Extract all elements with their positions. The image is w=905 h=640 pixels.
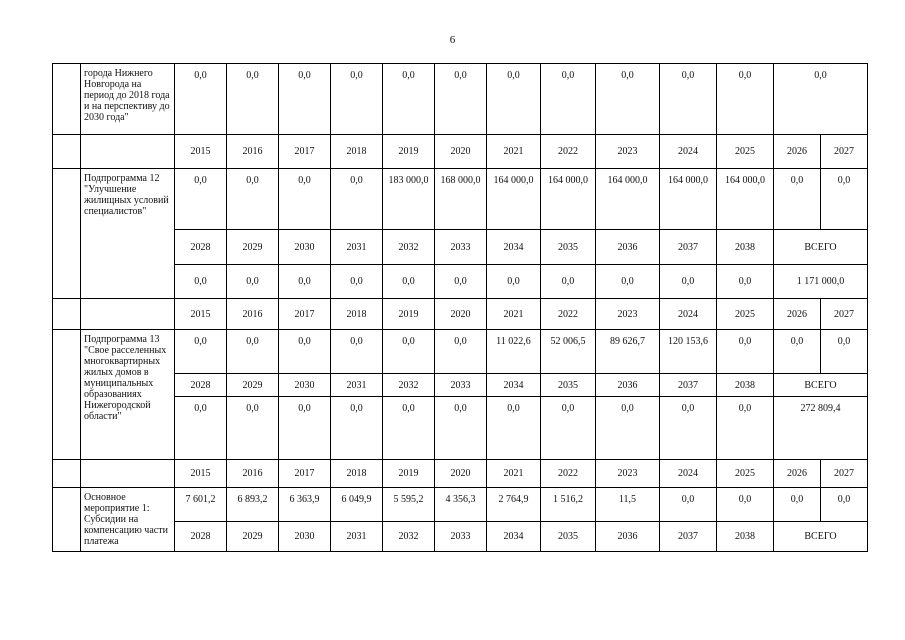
total-label-cell: ВСЕГО — [774, 374, 868, 397]
merged-value-cell: 0,0 — [774, 64, 868, 135]
value-cell: 168 000,0 — [435, 169, 487, 230]
value-cell: 0,0 — [227, 265, 279, 299]
year-cell: 2032 — [383, 522, 435, 552]
value-cell: 0,0 — [175, 330, 227, 374]
year-cell: 2025 — [717, 460, 774, 488]
value-cell: 164 000,0 — [717, 169, 774, 230]
value-cell: 7 601,2 — [175, 488, 227, 522]
row-num-cell — [53, 330, 81, 460]
year-cell: 2027 — [821, 460, 868, 488]
value-cell: 11,5 — [596, 488, 660, 522]
year-cell: 2028 — [175, 230, 227, 265]
value-cell: 0,0 — [175, 265, 227, 299]
value-cell: 0,0 — [279, 169, 331, 230]
empty-desc-cell — [81, 460, 175, 488]
value-cell: 0,0 — [383, 265, 435, 299]
year-cell: 2017 — [279, 135, 331, 169]
value-cell: 0,0 — [175, 169, 227, 230]
year-cell: 2015 — [175, 460, 227, 488]
value-cell: 0,0 — [435, 330, 487, 374]
year-cell: 2036 — [596, 230, 660, 265]
year-cell: 2027 — [821, 135, 868, 169]
year-cell: 2025 — [717, 299, 774, 330]
year-cell: 2016 — [227, 299, 279, 330]
year-cell: 2024 — [660, 299, 717, 330]
value-cell: 0,0 — [227, 169, 279, 230]
value-cell: 1 516,2 — [541, 488, 596, 522]
year-cell: 2034 — [487, 522, 541, 552]
year-cell: 2031 — [331, 230, 383, 265]
value-cell: 5 595,2 — [383, 488, 435, 522]
row-num-cell — [53, 135, 81, 169]
year-cell: 2037 — [660, 374, 717, 397]
year-cell: 2018 — [331, 299, 383, 330]
total-label-cell: ВСЕГО — [774, 230, 868, 265]
year-cell: 2026 — [774, 135, 821, 169]
value-cell: 0,0 — [487, 397, 541, 460]
row-num-cell — [53, 299, 81, 330]
value-cell: 0,0 — [541, 397, 596, 460]
year-cell: 2029 — [227, 230, 279, 265]
year-cell: 2020 — [435, 299, 487, 330]
empty-desc-cell — [81, 135, 175, 169]
year-cell: 2038 — [717, 522, 774, 552]
row-num-cell — [53, 64, 81, 135]
value-cell: 6 363,9 — [279, 488, 331, 522]
year-cell: 2036 — [596, 374, 660, 397]
sub13-description: Подпрограмма 13 "Свое расселенных многоквартирных жилых домов в муниципальных образованиях Нижегородской области" — [81, 330, 175, 460]
year-cell: 2030 — [279, 522, 331, 552]
year-cell: 2028 — [175, 522, 227, 552]
section0-description: города Нижнего Новгорода на период до 2018 года и на перспективу до 2030 года" — [81, 64, 175, 135]
value-cell: 89 626,7 — [596, 330, 660, 374]
year-cell: 2035 — [541, 230, 596, 265]
year-cell: 2018 — [331, 460, 383, 488]
year-cell: 2032 — [383, 230, 435, 265]
page-number: 6 — [449, 34, 456, 46]
value-cell: 0,0 — [435, 64, 487, 135]
year-cell: 2031 — [331, 374, 383, 397]
year-cell: 2019 — [383, 135, 435, 169]
value-cell: 183 000,0 — [383, 169, 435, 230]
value-cell: 0,0 — [821, 330, 868, 374]
year-cell: 2020 — [435, 460, 487, 488]
value-cell: 0,0 — [821, 169, 868, 230]
year-cell: 2024 — [660, 460, 717, 488]
year-cell: 2026 — [774, 299, 821, 330]
year-cell: 2029 — [227, 374, 279, 397]
year-cell: 2031 — [331, 522, 383, 552]
year-cell: 2034 — [487, 374, 541, 397]
years-header-row — [53, 460, 868, 488]
years-header-row — [53, 135, 868, 169]
year-cell: 2019 — [383, 460, 435, 488]
value-cell: 0,0 — [435, 265, 487, 299]
value-cell: 6 893,2 — [227, 488, 279, 522]
value-cell: 120 153,6 — [660, 330, 717, 374]
year-cell: 2038 — [717, 374, 774, 397]
sub12-values-row — [53, 169, 868, 230]
section0-values-row — [53, 64, 868, 135]
value-cell: 6 049,9 — [331, 488, 383, 522]
year-cell: 2035 — [541, 522, 596, 552]
sub12-values-b-row — [53, 265, 868, 299]
sub12-description: Подпрограмма 12 "Улучшение жилищных условий специалистов" — [81, 169, 175, 299]
year-cell: 2022 — [541, 460, 596, 488]
year-cell: 2023 — [596, 135, 660, 169]
value-cell: 0,0 — [541, 64, 596, 135]
year-cell: 2016 — [227, 135, 279, 169]
sub12-years-row — [53, 230, 868, 265]
value-cell: 0,0 — [596, 397, 660, 460]
years-header-row — [53, 299, 868, 330]
year-cell: 2028 — [175, 374, 227, 397]
value-cell: 164 000,0 — [541, 169, 596, 230]
value-cell: 0,0 — [487, 265, 541, 299]
year-cell: 2033 — [435, 522, 487, 552]
value-cell: 0,0 — [660, 397, 717, 460]
year-cell: 2034 — [487, 230, 541, 265]
year-cell: 2015 — [175, 135, 227, 169]
value-cell: 0,0 — [279, 64, 331, 135]
sub13-years-row — [53, 374, 868, 397]
value-cell: 0,0 — [774, 488, 821, 522]
value-cell: 164 000,0 — [487, 169, 541, 230]
row-num-cell — [53, 169, 81, 299]
year-cell: 2037 — [660, 522, 717, 552]
sub13-values-row — [53, 330, 868, 374]
value-cell: 0,0 — [596, 64, 660, 135]
value-cell: 2 764,9 — [487, 488, 541, 522]
measure1-description: Основное мероприятие 1: Субсидии на компенсацию части платежа — [81, 488, 175, 552]
value-cell: 0,0 — [331, 397, 383, 460]
year-cell: 2023 — [596, 299, 660, 330]
value-cell: 0,0 — [435, 397, 487, 460]
value-cell: 0,0 — [774, 330, 821, 374]
value-cell: 0,0 — [331, 330, 383, 374]
value-cell: 52 006,5 — [541, 330, 596, 374]
value-cell: 0,0 — [175, 64, 227, 135]
year-cell: 2027 — [821, 299, 868, 330]
value-cell: 4 356,3 — [435, 488, 487, 522]
year-cell: 2015 — [175, 299, 227, 330]
year-cell: 2016 — [227, 460, 279, 488]
value-cell: 0,0 — [541, 265, 596, 299]
sub13-values-b-row — [53, 397, 868, 460]
value-cell: 0,0 — [227, 397, 279, 460]
year-cell: 2022 — [541, 135, 596, 169]
value-cell: 0,0 — [383, 64, 435, 135]
year-cell: 2025 — [717, 135, 774, 169]
year-cell: 2030 — [279, 374, 331, 397]
value-cell: 0,0 — [487, 64, 541, 135]
year-cell: 2020 — [435, 135, 487, 169]
value-cell: 0,0 — [660, 265, 717, 299]
year-cell: 2021 — [487, 135, 541, 169]
year-cell: 2018 — [331, 135, 383, 169]
value-cell: 0,0 — [227, 330, 279, 374]
value-cell: 0,0 — [331, 64, 383, 135]
value-cell: 0,0 — [596, 265, 660, 299]
measure1-values-row — [53, 488, 868, 522]
value-cell: 0,0 — [227, 64, 279, 135]
value-cell: 0,0 — [717, 265, 774, 299]
value-cell: 0,0 — [717, 330, 774, 374]
value-cell: 0,0 — [279, 330, 331, 374]
value-cell: 0,0 — [175, 397, 227, 460]
year-cell: 2035 — [541, 374, 596, 397]
value-cell: 0,0 — [331, 265, 383, 299]
value-cell: 0,0 — [279, 265, 331, 299]
year-cell: 2026 — [774, 460, 821, 488]
year-cell: 2019 — [383, 299, 435, 330]
value-cell: 0,0 — [717, 397, 774, 460]
value-cell: 0,0 — [717, 64, 774, 135]
year-cell: 2036 — [596, 522, 660, 552]
row-num-cell — [53, 460, 81, 488]
year-cell: 2037 — [660, 230, 717, 265]
value-cell: 164 000,0 — [660, 169, 717, 230]
value-cell: 0,0 — [331, 169, 383, 230]
year-cell: 2038 — [717, 230, 774, 265]
year-cell: 2023 — [596, 460, 660, 488]
year-cell: 2017 — [279, 299, 331, 330]
year-cell: 2033 — [435, 230, 487, 265]
value-cell: 11 022,6 — [487, 330, 541, 374]
value-cell: 0,0 — [279, 397, 331, 460]
value-cell: 0,0 — [383, 330, 435, 374]
total-value-cell: 272 809,4 — [774, 397, 868, 460]
year-cell: 2017 — [279, 460, 331, 488]
year-cell: 2032 — [383, 374, 435, 397]
value-cell: 164 000,0 — [596, 169, 660, 230]
total-label-cell: ВСЕГО — [774, 522, 868, 552]
value-cell: 0,0 — [774, 169, 821, 230]
year-cell: 2021 — [487, 299, 541, 330]
year-cell: 2022 — [541, 299, 596, 330]
measure1-years-row — [53, 522, 868, 552]
year-cell: 2029 — [227, 522, 279, 552]
row-num-cell — [53, 488, 81, 552]
value-cell: 0,0 — [717, 488, 774, 522]
year-cell: 2021 — [487, 460, 541, 488]
year-cell: 2033 — [435, 374, 487, 397]
value-cell: 0,0 — [660, 488, 717, 522]
total-value-cell: 1 171 000,0 — [774, 265, 868, 299]
year-cell: 2030 — [279, 230, 331, 265]
value-cell: 0,0 — [383, 397, 435, 460]
empty-desc-cell — [81, 299, 175, 330]
value-cell: 0,0 — [660, 64, 717, 135]
year-cell: 2024 — [660, 135, 717, 169]
budget-table — [52, 63, 868, 552]
value-cell: 0,0 — [821, 488, 868, 522]
